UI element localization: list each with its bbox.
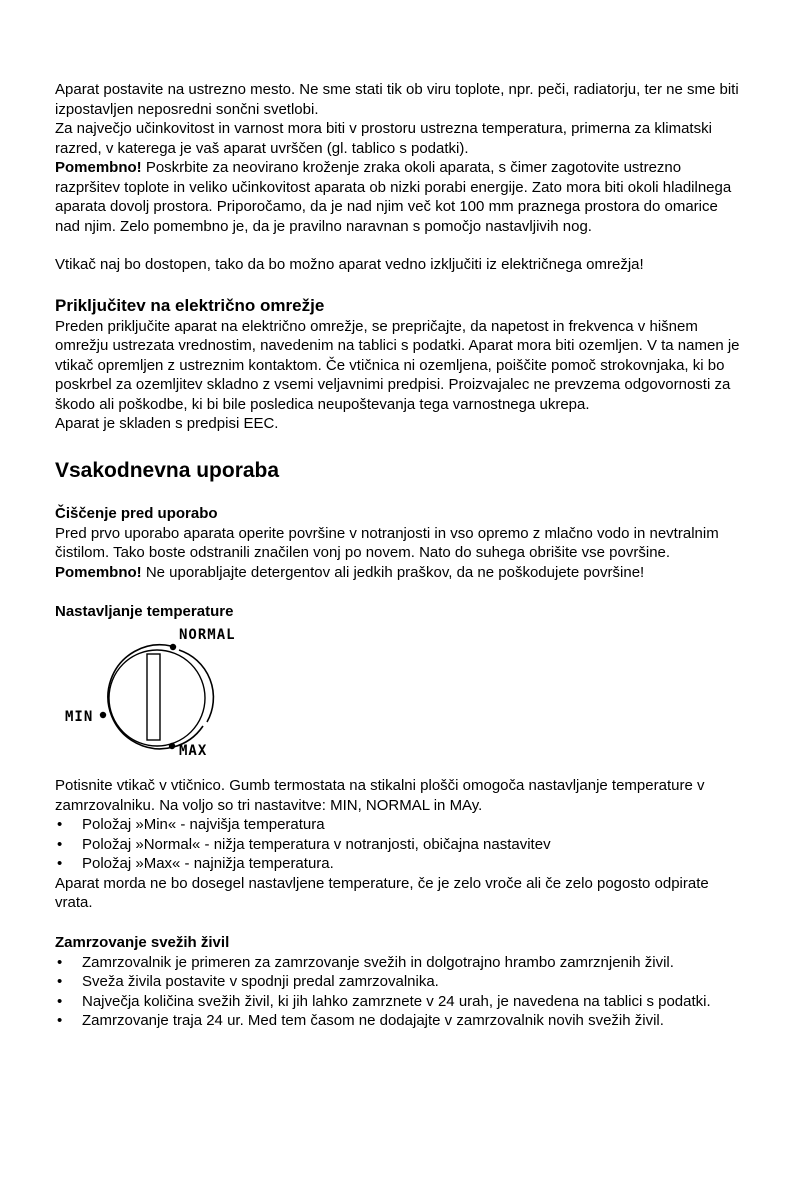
cleaning-paragraph-2-text: Ne uporabljajte detergentov ali jedkih praškov, da ne poškodujete površine! xyxy=(141,563,645,581)
list-item xyxy=(55,972,745,992)
bullet-icon: • xyxy=(57,816,63,833)
cleaning-paragraph-2 xyxy=(55,563,745,583)
bullet-icon: • xyxy=(57,835,63,853)
list-item xyxy=(55,835,745,855)
list-item-text: Zamrzovalnik je primeren za zamrzovanje svežih in dolgotrajno hrambo zamrznjenih živil. xyxy=(82,953,674,971)
list-item-text: Sveža živila postavite v spodnji predal zamrzovalnika. xyxy=(82,973,439,990)
list-item-text: Zamrzovanje traja 24 ur. Med tem časom ne dodajajte v zamrzovalnik novih svežih živil. xyxy=(82,1012,664,1029)
bullet-icon: • xyxy=(57,973,63,990)
list-item xyxy=(55,953,745,973)
document-page xyxy=(55,80,745,1031)
dial-label-max: MAX xyxy=(179,743,208,759)
important-label: Pomembno! xyxy=(55,563,142,581)
list-item-text: Položaj »Normal« - nižja temperatura v notranjosti, običajna nastavitev xyxy=(82,835,551,853)
intro-paragraph-1: Aparat postavite na ustrezno mesto. Ne sme stati tik ob viru toplote, npr. peči, radiatorju, ter ne sme biti izpostavljen neposredni sončni svetlobi. xyxy=(55,81,739,118)
list-item xyxy=(55,992,745,1012)
dial-label-normal: NORMAL xyxy=(179,627,236,643)
temperature-settings-list xyxy=(55,815,745,874)
intro-paragraph-3 xyxy=(55,158,745,236)
bullet-icon: • xyxy=(57,855,63,872)
list-item-text: Največja količina svežih živil, ki jih lahko zamrznete v 24 urah, je navedena na tablici s podatki. xyxy=(82,992,711,1010)
bullet-icon: • xyxy=(57,1012,63,1029)
cleaning-heading: Čiščenje pred uporabo xyxy=(55,504,218,522)
electric-paragraph-1: Preden priključite aparat na električno omrežje, se prepričajte, da napetost in frekvenca v hišnem omrežju ustrezata vrednostim, navedenim na tablici s podatki. Aparat mora biti ozemljen. V ta namen je vtikač opremljen z ustreznim kontaktom. Če vtičnica ni ozemljena, poiščite pomoč strokovnjaka, ki bo poskrbel za ozemljitev skladno z vsemi veljavnimi predpisi. Proizvajalec ne prevzema odgovornosti za škodo ali poškodbe, ki bi bile posledica neupoštevanja tega varnostnega ukrepa. xyxy=(55,317,740,413)
bullet-icon: • xyxy=(57,953,63,971)
freezing-list xyxy=(55,953,745,1031)
intro-paragraph-3-text: Poskrbite za neovirano kroženje zraka okoli aparata, s čimer zagotovite ustrezno razpršitev toplote in veliko učinkovitost aparata ob nizki porabi energije. Zato mora biti okoli hladilnega aparata dovolj prostora. Priporočamo, da je nad njim več kot 100 mm praznega prostora do omarice nad njim. Zelo pomembno je, da je pravilno naravnan s pomočjo nastavljivih nog. xyxy=(55,159,732,235)
temperature-paragraph-2: Aparat morda ne bo dosegel nastavljene temperature, če je zelo vroče ali če zelo pogosto odpirate vrata. xyxy=(55,874,709,911)
temperature-paragraph-1: Potisnite vtikač v vtičnico. Gumb termostata na stikalni plošči omogoča nastavljanje temperature v zamrzovalniku. Na voljo so tri nastavitve: MIN, NORMAL in MAy. xyxy=(55,777,705,814)
daily-use-heading: Vsakodnevna uporaba xyxy=(55,458,280,482)
list-item-text: Položaj »Min« - najvišja temperatura xyxy=(82,816,325,833)
bullet-icon: • xyxy=(57,992,63,1010)
cleaning-paragraph-1: Pred prvo uporabo aparata operite površine v notranjosti in vso opremo z mlačno vodo in nevtralnim čistilom. Tako boste odstranili značilen vonj po novem. Nato do suhega obrišite vse površine. xyxy=(55,524,719,561)
list-item xyxy=(55,854,745,874)
temperature-heading: Nastavljanje temperature xyxy=(55,603,234,620)
important-label: Pomembno! xyxy=(55,159,142,176)
plug-note: Vtikač naj bo dostopen, tako da bo možno aparat vedno izključiti iz električnega omrežja! xyxy=(55,256,644,273)
freezing-heading: Zamrzovanje svežih živil xyxy=(55,933,230,951)
dial-label-min: MIN xyxy=(65,709,94,725)
electric-heading: Priključitev na električno omrežje xyxy=(55,295,325,315)
thermostat-dial-icon xyxy=(55,626,255,766)
list-item-text: Položaj »Max« - najnižja temperatura. xyxy=(82,855,334,872)
list-item xyxy=(55,1011,745,1031)
thermostat-dial-figure xyxy=(55,626,255,766)
electric-paragraph-2: Aparat je skladen s predpisi EEC. xyxy=(55,415,279,432)
intro-paragraph-2: Za največjo učinkovitost in varnost mora biti v prostoru ustrezna temperatura, primerna za klimatski razred, v katerega je vaš aparat uvrščen (gl. tablico s podatki). xyxy=(55,120,712,157)
list-item xyxy=(55,815,745,835)
